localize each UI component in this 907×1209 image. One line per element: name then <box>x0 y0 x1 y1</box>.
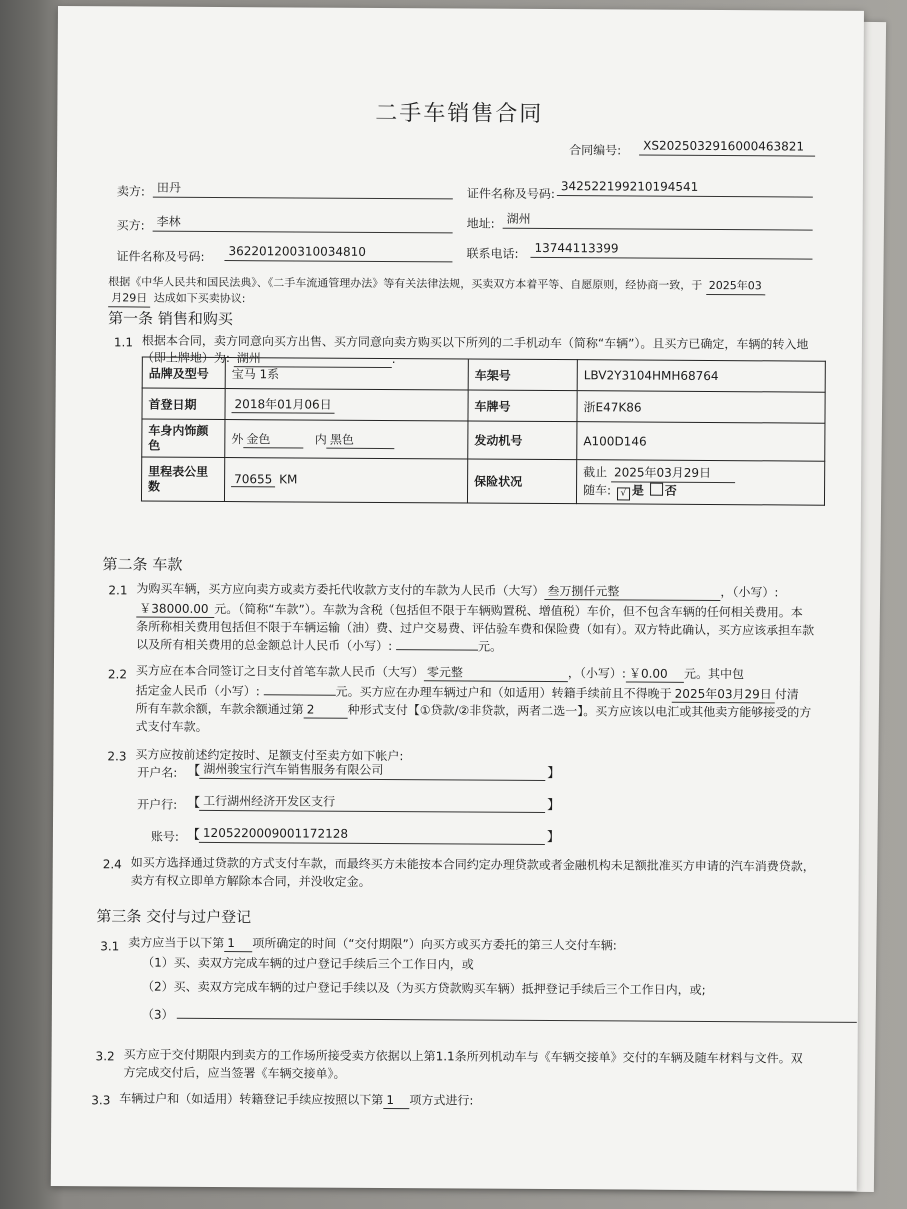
mileage-unit: KM <box>279 472 298 487</box>
total-amount-blank <box>396 649 478 651</box>
vin-value: LBV2Y3104HMH68764 <box>577 360 825 393</box>
clause-3-3-text-1a: 车辆过户和（如适用）转籍登记手续应按照以下第 <box>119 1091 384 1108</box>
phone-label: 联系电话: <box>466 246 519 261</box>
bracket-open-3: 【 <box>186 827 200 843</box>
intro-text: 根据《中华人民共和国民法典》、《二手车流通管理办法》等有关法律法规，买卖双方本着平等、自愿原则，经协商一致，于 <box>108 275 703 292</box>
delivery-option: 1 <box>224 935 252 952</box>
regdate-cell <box>225 389 468 421</box>
clause-3-1-line-1 <box>128 934 617 954</box>
intro-date-a: 2025年03 <box>706 278 765 295</box>
bracket-close-2: 】 <box>547 798 561 814</box>
article-2-title: 第二条 车款 <box>102 555 183 574</box>
clause-2-1-line-3: 条所称相关费用包括但不限于车辆运输（油）费、过户交易费、评估验车费和保险费（如有）。双方特此确认，买方应该承担车款 <box>136 619 815 638</box>
down-payment-small-label: ，（小写）: <box>567 666 627 681</box>
acct-no-label: 账号: <box>150 829 180 844</box>
clause-3-3-num: 3.3 <box>91 1093 111 1108</box>
int-color: 黑色 <box>327 430 395 448</box>
seller-name: 田丹 <box>153 181 453 200</box>
clause-2-2-text-3: 所有车款余额，车款余额通过第 <box>135 701 304 717</box>
yes-label: 是 <box>631 483 644 498</box>
acct-bank: 工行湖州经济开发区支行 <box>199 794 545 813</box>
clause-3-1-text-1a: 卖方应当于以下第 <box>128 935 225 951</box>
article-1-title: 第一条 销售和购买 <box>108 309 233 329</box>
seller-id-label: 证件名称及号码: <box>466 186 555 202</box>
clause-3-1-option-1: （1）买、卖双方完成车辆的过户登记手续后三个工作日内，或 <box>142 955 474 972</box>
clause-3-1-num: 3.1 <box>100 939 120 954</box>
contract-sheet <box>51 6 864 1191</box>
ins-with-label: 随车: <box>583 482 612 497</box>
seller-label: 卖方: <box>116 184 145 199</box>
clause-2-2-text-2: 括定金人民币（小写）: <box>135 683 260 699</box>
clause-2-2-text-1b: 元。其中包 <box>683 666 745 682</box>
clause-3-1-option-2: （2）买、卖双方完成车辆的过户登记手续以及（为买方贷款购买车辆）抵押登记手续后三个工作日内，或; <box>141 979 706 997</box>
clause-2-2-text-2c: 付清 <box>774 687 799 702</box>
acct-bank-label: 开户行: <box>137 797 178 812</box>
down-payment-amount: ￥0.00 <box>626 665 684 682</box>
intro-date-b: 月29日 <box>108 290 150 307</box>
clause-2-2-num: 2.2 <box>107 667 128 682</box>
no-checkbox[interactable] <box>650 482 663 495</box>
clause-2-4-line-2: 卖方有权立即单方解除本合同，并没收定金。 <box>130 873 371 889</box>
color-cell <box>225 420 468 459</box>
transfer-place: 湖州 <box>234 350 392 368</box>
price-amount: ￥38000.00 <box>136 600 214 617</box>
int-label: 内 <box>314 432 327 447</box>
intro-text-2: 达成如下买卖协议: <box>153 291 246 306</box>
clause-2-2-text-1: 买方应在本合同签订之日支付首笔车款人民币（大写） <box>135 663 424 680</box>
regdate-value: 2018年01月06日 <box>232 395 335 414</box>
seller-id: 342522199210194541 <box>557 179 813 198</box>
balance-due-date: 2025年03月29日 <box>672 686 775 704</box>
deposit-blank <box>264 694 336 695</box>
transfer-option: 1 <box>383 1092 409 1109</box>
clause-2-3-num: 2.3 <box>107 749 127 764</box>
clause-2-1-line-1 <box>136 580 778 601</box>
bracket-open-1: 【 <box>187 763 201 779</box>
clause-2-4-num: 2.4 <box>102 857 122 872</box>
contract-no-label: 合同编号: <box>569 143 622 158</box>
bracket-close-3: 】 <box>546 830 560 846</box>
clause-3-1-text-1b: 项所确定的时间（“交付期限”）向买方或买方委托的第三人交付车辆: <box>252 936 617 953</box>
vin-label: 车架号 <box>468 359 577 391</box>
no-label: 否 <box>664 483 677 498</box>
yes-checkbox[interactable]: √ <box>617 487 630 500</box>
vehicle-table <box>141 357 826 506</box>
clause-1-1-prefix: （即上牌地）为: <box>141 350 230 366</box>
clause-2-2-line-1 <box>136 662 744 683</box>
clause-2-1-line-4 <box>136 636 502 654</box>
address-label: 地址: <box>466 216 495 231</box>
option-3-blank <box>177 1018 857 1023</box>
article-3-title: 第三条 交付与过户登记 <box>96 907 252 927</box>
clause-1-1-text-2: （即上牌地）为: 湖州 . <box>141 350 396 367</box>
payment-method: 2 <box>304 702 348 719</box>
clause-1-1-text: 根据本合同，卖方同意向买方出售、买方同意向卖方购买以下所列的二手机动车（简称“车辆”）。且买方已确定，车辆的转入地 <box>141 333 809 352</box>
clause-2-1-num: 2.1 <box>108 583 128 598</box>
buyer-name: 李林 <box>153 215 453 234</box>
ins-until-label: 截止 <box>583 464 608 479</box>
phone: 13744113399 <box>530 241 812 260</box>
bracket-close-1: 】 <box>547 766 561 782</box>
mileage-label: 里程表公里数 <box>141 457 224 502</box>
clause-1-1-num: 1.1 <box>113 335 134 350</box>
plate-value: 浙E47K86 <box>577 391 825 424</box>
engine-label: 发动机号 <box>468 421 577 460</box>
acct-name-label: 开户名: <box>137 765 178 780</box>
clause-2-3-text: 买方应按前述约定按时、足额支付至卖方如下帐户: <box>135 747 404 764</box>
buyer-label: 买方: <box>116 218 145 233</box>
bracket-open-2: 【 <box>187 795 201 811</box>
mileage-cell <box>224 458 467 503</box>
price-upper: 叁万捌仟元整 <box>544 583 720 601</box>
clause-2-2-text-3b: 种形式支付【①贷款/②非贷款，两者二选一】。买方应该以电汇或其他卖方能够接受的方 <box>347 702 812 720</box>
ins-until: 2025年03月29日 <box>611 464 735 483</box>
buyer-id: 362201200310034810 <box>224 244 452 262</box>
clause-3-1-option-3 <box>142 1007 858 1027</box>
clause-3-2-num: 3.2 <box>95 1049 115 1064</box>
color-label: 车身内饰颜色 <box>142 419 225 458</box>
clause-3-2-line-2: 方完成交付后，应当签署《车辆交接单》。 <box>123 1065 346 1081</box>
insurance-cell <box>576 460 824 506</box>
insurance-label: 保险状况 <box>467 459 576 504</box>
intro-line-2 <box>108 290 245 308</box>
clause-2-2-line-4: 式支付车款。 <box>135 719 208 734</box>
brand-value: 宝马 1系 <box>225 358 468 390</box>
price-small-label: ，（小写）: <box>720 585 779 600</box>
regdate-label: 首登日期 <box>142 388 225 420</box>
clause-3-2-line-1: 买方应于交付期限内到卖方的工作场所接受卖方依据以上第1.1条所列机动车与《车辆交接单》交付的车辆及随车材料与文件。双 <box>123 1047 803 1066</box>
yuan-label: 元。 <box>477 639 503 654</box>
clause-2-1-text-2: 元。（简称“车款”）。车款为含税（包括但不限于车辆购置税、增值税）车价，但不包含车辆的任何相关费用。本 <box>214 601 803 620</box>
mileage-value: 70655 <box>231 472 275 487</box>
down-payment-upper: 零元整 <box>424 664 568 682</box>
page-title: 二手车销售合同 <box>375 100 544 127</box>
clause-2-2-text-2b: 元。买方应在办理车辆过户和（如适用）转籍手续前且不得晚于 <box>335 684 672 701</box>
clause-2-1-text-4: 以及所有相关费用的总金额总计人民币（小写）: <box>136 637 393 654</box>
engine-value: A100D146 <box>577 422 825 462</box>
acct-no: 1205220009001172128 <box>199 826 545 845</box>
option-3-label: （3） <box>141 1007 174 1022</box>
clause-3-3-text-1b: 项方式进行: <box>409 1093 474 1108</box>
ext-label: 外 <box>231 431 244 446</box>
plate-label: 车牌号 <box>468 390 577 422</box>
address: 湖州 <box>503 212 813 231</box>
buyer-id-label: 证件名称及号码: <box>116 249 205 264</box>
brand-label: 品牌及型号 <box>142 357 225 389</box>
ext-color: 金色 <box>243 430 303 448</box>
clause-2-4-line-1: 如买方选择通过贷款的方式支付车款，而最终买方未能按本合同约定办理贷款或者金融机构未足额批准买方申请的汽车消费贷款， <box>130 855 815 874</box>
clause-2-2-line-3 <box>136 700 812 721</box>
contract-no: XS2025032916000463821 <box>639 139 815 157</box>
acct-name: 湖州骏宝行汽车销售服务有限公司 <box>199 762 545 781</box>
clause-3-3-line-1 <box>119 1090 473 1109</box>
clause-2-1-text-1: 为购买车辆，买方应向卖方或卖方委托代收款方支付的车款为人民币（大写） <box>136 581 545 598</box>
